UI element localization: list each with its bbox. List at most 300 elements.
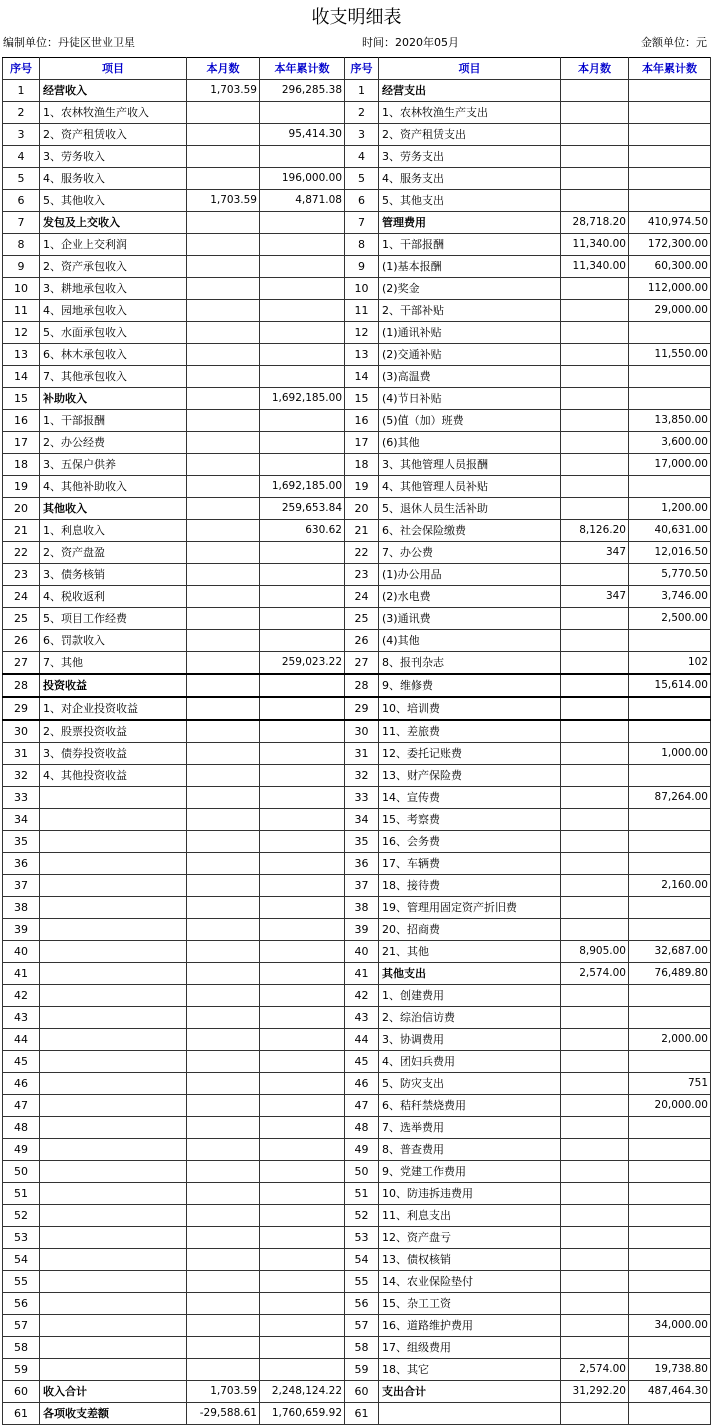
income-ytd <box>260 1117 345 1139</box>
expense-month: 31,292.20 <box>561 1381 629 1403</box>
expense-ytd: 29,000.00 <box>629 300 711 322</box>
row-seq-left: 26 <box>3 630 40 652</box>
expense-month <box>561 674 629 697</box>
expense-item: 17、组级费用 <box>379 1337 561 1359</box>
expense-ytd <box>629 853 711 875</box>
header-ytd-right: 本年累计数 <box>629 58 711 80</box>
expense-item: 18、其它 <box>379 1359 561 1381</box>
income-ytd <box>260 1029 345 1051</box>
expense-ytd: 60,300.00 <box>629 256 711 278</box>
income-month <box>187 1029 260 1051</box>
row-seq-right: 10 <box>345 278 379 300</box>
income-month <box>187 985 260 1007</box>
table-row <box>3 1227 711 1249</box>
expense-month <box>561 1161 629 1183</box>
income-item <box>40 1183 187 1205</box>
table-row <box>3 1117 711 1139</box>
income-month <box>187 875 260 897</box>
income-month <box>187 1337 260 1359</box>
income-item: 4、园地承包收入 <box>40 300 187 322</box>
row-seq-left: 23 <box>3 564 40 586</box>
table-row <box>3 410 711 432</box>
expense-month: 11,340.00 <box>561 256 629 278</box>
row-seq-right: 56 <box>345 1293 379 1315</box>
table-row <box>3 1139 711 1161</box>
income-month <box>187 1205 260 1227</box>
expense-month <box>561 1095 629 1117</box>
table-row <box>3 542 711 564</box>
row-seq-left: 10 <box>3 278 40 300</box>
expense-ytd: 20,000.00 <box>629 1095 711 1117</box>
income-month <box>187 520 260 542</box>
expense-ytd <box>629 124 711 146</box>
expense-month <box>561 498 629 520</box>
expense-month <box>561 1183 629 1205</box>
income-item <box>40 1007 187 1029</box>
expense-item: (1)基本报酬 <box>379 256 561 278</box>
table-row <box>3 234 711 256</box>
row-seq-right: 51 <box>345 1183 379 1205</box>
expense-month <box>561 300 629 322</box>
row-seq-left: 46 <box>3 1073 40 1095</box>
income-month <box>187 586 260 608</box>
income-item: 2、资产盘盈 <box>40 542 187 564</box>
income-ytd <box>260 564 345 586</box>
table-row <box>3 454 711 476</box>
expense-month <box>561 410 629 432</box>
row-seq-left: 21 <box>3 520 40 542</box>
income-month <box>187 300 260 322</box>
income-ytd <box>260 300 345 322</box>
income-item: 3、耕地承包收入 <box>40 278 187 300</box>
table-row <box>3 674 711 697</box>
expense-month <box>561 897 629 919</box>
income-item <box>40 1293 187 1315</box>
table-row <box>3 190 711 212</box>
row-seq-right: 42 <box>345 985 379 1007</box>
income-ytd <box>260 1095 345 1117</box>
income-item: 7、其他 <box>40 652 187 675</box>
expense-month <box>561 809 629 831</box>
row-seq-left: 6 <box>3 190 40 212</box>
income-month <box>187 234 260 256</box>
row-seq-left: 53 <box>3 1227 40 1249</box>
expense-item: 1、创建费用 <box>379 985 561 1007</box>
expense-ytd <box>629 1227 711 1249</box>
table-row <box>3 875 711 897</box>
expense-item: (3)通讯费 <box>379 608 561 630</box>
row-seq-right: 55 <box>345 1271 379 1293</box>
income-item <box>40 1117 187 1139</box>
row-seq-left: 42 <box>3 985 40 1007</box>
expense-ytd <box>629 765 711 787</box>
income-item: 1、企业上交利润 <box>40 234 187 256</box>
row-seq-right: 8 <box>345 234 379 256</box>
table-row <box>3 344 711 366</box>
income-item <box>40 1205 187 1227</box>
expense-ytd <box>629 1205 711 1227</box>
expense-month <box>561 80 629 102</box>
table-row <box>3 1381 711 1403</box>
expense-month <box>561 652 629 675</box>
expense-item: 12、委托记账费 <box>379 743 561 765</box>
income-ytd <box>260 608 345 630</box>
compiling-unit: 编制单位：丹徒区世业卫星 <box>3 36 135 49</box>
row-seq-left: 9 <box>3 256 40 278</box>
expense-item: (2)奖金 <box>379 278 561 300</box>
expense-ytd: 87,264.00 <box>629 787 711 809</box>
header-seq-right: 序号 <box>345 58 379 80</box>
row-seq-right: 16 <box>345 410 379 432</box>
expense-item: 2、资产租赁支出 <box>379 124 561 146</box>
row-seq-left: 7 <box>3 212 40 234</box>
expense-month: 11,340.00 <box>561 234 629 256</box>
expense-item: 16、会务费 <box>379 831 561 853</box>
table-row <box>3 1315 711 1337</box>
row-seq-right: 35 <box>345 831 379 853</box>
expense-month <box>561 344 629 366</box>
expense-item: 10、培训费 <box>379 697 561 720</box>
income-ytd <box>260 102 345 124</box>
income-ytd <box>260 344 345 366</box>
expense-month <box>561 432 629 454</box>
income-month <box>187 344 260 366</box>
expense-item: 2、综治信访费 <box>379 1007 561 1029</box>
header-item-left: 项目 <box>40 58 187 80</box>
income-item: 2、资产租赁收入 <box>40 124 187 146</box>
income-month: 1,703.59 <box>187 190 260 212</box>
income-ytd <box>260 256 345 278</box>
income-ytd <box>260 875 345 897</box>
income-item: 收入合计 <box>40 1381 187 1403</box>
expense-ytd: 487,464.30 <box>629 1381 711 1403</box>
row-seq-left: 5 <box>3 168 40 190</box>
expense-month: 2,574.00 <box>561 1359 629 1381</box>
expense-item: 11、差旅费 <box>379 720 561 743</box>
income-month <box>187 278 260 300</box>
row-seq-left: 44 <box>3 1029 40 1051</box>
income-month <box>187 102 260 124</box>
income-ytd: 1,760,659.92 <box>260 1403 345 1425</box>
expense-ytd <box>629 1117 711 1139</box>
row-seq-right: 47 <box>345 1095 379 1117</box>
expense-item: 6、社会保险缴费 <box>379 520 561 542</box>
row-seq-right: 23 <box>345 564 379 586</box>
expense-month: 8,905.00 <box>561 941 629 963</box>
expense-item: 11、利息支出 <box>379 1205 561 1227</box>
income-ytd: 2,248,124.22 <box>260 1381 345 1403</box>
income-item <box>40 985 187 1007</box>
expense-month <box>561 124 629 146</box>
expense-item: 14、农业保险垫付 <box>379 1271 561 1293</box>
table-row <box>3 168 711 190</box>
row-seq-right: 20 <box>345 498 379 520</box>
income-item <box>40 1073 187 1095</box>
expense-ytd <box>629 366 711 388</box>
income-month <box>187 212 260 234</box>
income-ytd <box>260 542 345 564</box>
row-seq-right: 59 <box>345 1359 379 1381</box>
expense-item: 15、杂工工资 <box>379 1293 561 1315</box>
expense-item: 21、其他 <box>379 941 561 963</box>
expense-month <box>561 388 629 410</box>
row-seq-left: 47 <box>3 1095 40 1117</box>
income-item: 5、项目工作经费 <box>40 608 187 630</box>
expense-month <box>561 1051 629 1073</box>
expense-item: 4、团妇兵费用 <box>379 1051 561 1073</box>
income-month <box>187 1227 260 1249</box>
expense-month <box>561 831 629 853</box>
income-item <box>40 853 187 875</box>
income-month: -29,588.61 <box>187 1403 260 1425</box>
income-ytd <box>260 853 345 875</box>
header-seq-left: 序号 <box>3 58 40 80</box>
expense-item: (1)办公用品 <box>379 564 561 586</box>
row-seq-right: 53 <box>345 1227 379 1249</box>
income-month <box>187 941 260 963</box>
income-month <box>187 454 260 476</box>
income-item: 3、债务核销 <box>40 564 187 586</box>
row-seq-right: 22 <box>345 542 379 564</box>
row-seq-left: 20 <box>3 498 40 520</box>
income-month <box>187 432 260 454</box>
table-row <box>3 608 711 630</box>
income-item: 6、罚款收入 <box>40 630 187 652</box>
table-row <box>3 300 711 322</box>
table-header-row <box>3 58 711 80</box>
row-seq-right: 49 <box>345 1139 379 1161</box>
income-item <box>40 809 187 831</box>
expense-item: (5)值（加）班费 <box>379 410 561 432</box>
income-month <box>187 168 260 190</box>
expense-item: (1)通讯补贴 <box>379 322 561 344</box>
expense-month <box>561 1271 629 1293</box>
row-seq-left: 12 <box>3 322 40 344</box>
row-seq-right: 13 <box>345 344 379 366</box>
report-period: 时间：2020年05月 <box>362 36 459 49</box>
row-seq-left: 4 <box>3 146 40 168</box>
expense-month <box>561 608 629 630</box>
table-row <box>3 941 711 963</box>
row-seq-left: 17 <box>3 432 40 454</box>
table-row <box>3 476 711 498</box>
expense-ytd <box>629 809 711 831</box>
expense-month <box>561 787 629 809</box>
row-seq-right: 7 <box>345 212 379 234</box>
expense-month: 347 <box>561 586 629 608</box>
income-item: 3、五保户供养 <box>40 454 187 476</box>
income-ytd: 296,285.38 <box>260 80 345 102</box>
row-seq-right: 27 <box>345 652 379 675</box>
income-item: 5、其他收入 <box>40 190 187 212</box>
row-seq-left: 13 <box>3 344 40 366</box>
expense-ytd: 410,974.50 <box>629 212 711 234</box>
income-ytd <box>260 831 345 853</box>
income-ytd <box>260 1315 345 1337</box>
expense-ytd <box>629 1293 711 1315</box>
expense-month <box>561 1205 629 1227</box>
expense-ytd: 2,000.00 <box>629 1029 711 1051</box>
income-ytd <box>260 1139 345 1161</box>
income-ytd <box>260 454 345 476</box>
row-seq-right: 31 <box>345 743 379 765</box>
table-row <box>3 853 711 875</box>
expense-ytd <box>629 897 711 919</box>
row-seq-left: 11 <box>3 300 40 322</box>
income-ytd: 259,653.84 <box>260 498 345 520</box>
income-ytd <box>260 212 345 234</box>
expense-month <box>561 720 629 743</box>
expense-month <box>561 1029 629 1051</box>
income-ytd <box>260 410 345 432</box>
expense-month <box>561 697 629 720</box>
expense-item: 7、办公费 <box>379 542 561 564</box>
row-seq-right: 33 <box>345 787 379 809</box>
expense-month <box>561 322 629 344</box>
income-ytd <box>260 697 345 720</box>
income-month <box>187 366 260 388</box>
income-month <box>187 1293 260 1315</box>
row-seq-left: 31 <box>3 743 40 765</box>
row-seq-left: 41 <box>3 963 40 985</box>
table-row <box>3 652 711 675</box>
income-item: 3、债券投资收益 <box>40 743 187 765</box>
expense-ytd: 102 <box>629 652 711 675</box>
income-month <box>187 410 260 432</box>
expense-item: 其他支出 <box>379 963 561 985</box>
income-ytd <box>260 1073 345 1095</box>
income-ytd <box>260 234 345 256</box>
row-seq-right: 46 <box>345 1073 379 1095</box>
income-month <box>187 124 260 146</box>
row-seq-right: 45 <box>345 1051 379 1073</box>
table-row <box>3 630 711 652</box>
expense-item: 5、其他支出 <box>379 190 561 212</box>
income-ytd <box>260 985 345 1007</box>
expense-item: (4)其他 <box>379 630 561 652</box>
row-seq-left: 16 <box>3 410 40 432</box>
row-seq-left: 32 <box>3 765 40 787</box>
income-ytd <box>260 322 345 344</box>
income-item <box>40 963 187 985</box>
expense-ytd <box>629 630 711 652</box>
income-ytd <box>260 630 345 652</box>
income-month <box>187 322 260 344</box>
income-month <box>187 388 260 410</box>
row-seq-left: 45 <box>3 1051 40 1073</box>
income-ytd: 4,871.08 <box>260 190 345 212</box>
row-seq-left: 50 <box>3 1161 40 1183</box>
expense-ytd: 15,614.00 <box>629 674 711 697</box>
income-ytd: 1,692,185.00 <box>260 388 345 410</box>
row-seq-right: 41 <box>345 963 379 985</box>
row-seq-left: 27 <box>3 652 40 675</box>
row-seq-right: 61 <box>345 1403 379 1425</box>
expense-month <box>561 168 629 190</box>
expense-month <box>561 146 629 168</box>
income-ytd <box>260 787 345 809</box>
income-month <box>187 564 260 586</box>
income-ytd <box>260 366 345 388</box>
row-seq-left: 14 <box>3 366 40 388</box>
income-month <box>187 1139 260 1161</box>
table-row <box>3 720 711 743</box>
income-item: 1、利息收入 <box>40 520 187 542</box>
row-seq-left: 60 <box>3 1381 40 1403</box>
expense-month <box>561 919 629 941</box>
table-row <box>3 1161 711 1183</box>
row-seq-right: 24 <box>345 586 379 608</box>
income-month <box>187 630 260 652</box>
income-month <box>187 743 260 765</box>
income-month <box>187 1051 260 1073</box>
income-item: 1、对企业投资收益 <box>40 697 187 720</box>
row-seq-right: 57 <box>345 1315 379 1337</box>
income-month <box>187 1359 260 1381</box>
income-ytd <box>260 919 345 941</box>
expense-item: 17、车辆费 <box>379 853 561 875</box>
row-seq-right: 50 <box>345 1161 379 1183</box>
row-seq-right: 14 <box>345 366 379 388</box>
table-row <box>3 520 711 542</box>
table-row <box>3 366 711 388</box>
income-month <box>187 787 260 809</box>
row-seq-left: 43 <box>3 1007 40 1029</box>
row-seq-left: 22 <box>3 542 40 564</box>
income-ytd <box>260 1183 345 1205</box>
income-item: 各项收支差额 <box>40 1403 187 1425</box>
row-seq-right: 26 <box>345 630 379 652</box>
income-ytd <box>260 1249 345 1271</box>
row-seq-left: 33 <box>3 787 40 809</box>
row-seq-right: 36 <box>345 853 379 875</box>
income-ytd <box>260 674 345 697</box>
row-seq-right: 3 <box>345 124 379 146</box>
table-row <box>3 1029 711 1051</box>
row-seq-left: 49 <box>3 1139 40 1161</box>
expense-ytd: 5,770.50 <box>629 564 711 586</box>
income-item <box>40 1161 187 1183</box>
row-seq-right: 54 <box>345 1249 379 1271</box>
table-row <box>3 1007 711 1029</box>
row-seq-left: 48 <box>3 1117 40 1139</box>
income-ytd <box>260 586 345 608</box>
expense-item: 9、党建工作费用 <box>379 1161 561 1183</box>
row-seq-right: 18 <box>345 454 379 476</box>
expense-ytd: 11,550.00 <box>629 344 711 366</box>
income-item <box>40 1139 187 1161</box>
income-month <box>187 720 260 743</box>
expense-month <box>561 278 629 300</box>
table-row <box>3 102 711 124</box>
table-row <box>3 432 711 454</box>
expense-month <box>561 985 629 1007</box>
expense-item: (6)其他 <box>379 432 561 454</box>
table-row <box>3 1271 711 1293</box>
expense-item: 19、管理用固定资产折旧费 <box>379 897 561 919</box>
income-month <box>187 963 260 985</box>
expense-item: 16、道路维护费用 <box>379 1315 561 1337</box>
income-month <box>187 476 260 498</box>
expense-item: 13、债权核销 <box>379 1249 561 1271</box>
expense-month: 28,718.20 <box>561 212 629 234</box>
income-ytd <box>260 963 345 985</box>
income-month <box>187 1073 260 1095</box>
expense-ytd <box>629 1007 711 1029</box>
expense-item: 8、普查费用 <box>379 1139 561 1161</box>
expense-ytd <box>629 322 711 344</box>
income-item: 其他收入 <box>40 498 187 520</box>
